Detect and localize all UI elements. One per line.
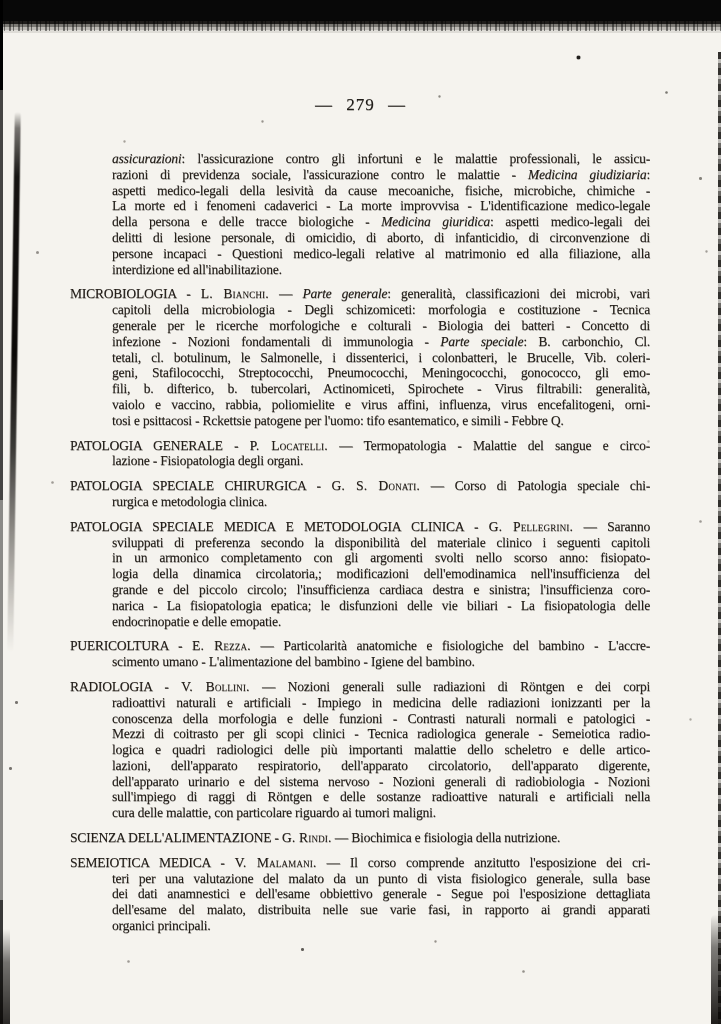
text-line (70, 918, 650, 934)
text-run: PATOLOGIA GENERALE - (70, 437, 250, 453)
course-entry (70, 151, 650, 277)
text-line (70, 519, 650, 535)
text-line (70, 598, 650, 614)
text-line (70, 438, 650, 454)
italic-run: Parte generale (302, 286, 388, 302)
text-run: teri per una valutazione del malato da un punto di vista fisiologico generale, sulla base (112, 870, 650, 886)
text-run: sull'impiego di raggi di Röntgen e delle sostanze radioattive naturali e artificiali nella (112, 789, 650, 805)
text-run: lazione - Fisiopatologia degli organi. (112, 453, 304, 469)
text-line (70, 871, 650, 887)
text-run: : B. carbonchio, Cl. (523, 333, 650, 349)
text-run: tosi e psittacosi - Rckettsie patogene per l'uomo: tifo esantematico, e simili - Febbre Q. (112, 412, 564, 428)
text-line (70, 286, 650, 302)
text-line (70, 638, 650, 654)
text-run: vaiolo e vaccino, rabbia, poliomielite e virus affini, influenza, virus encefalitogeni, orni- (112, 396, 650, 412)
course-entry (70, 438, 650, 470)
text-line (70, 151, 650, 167)
text-line (70, 246, 650, 262)
text-run: endocrinopatie e delle emopatie. (112, 613, 282, 629)
text-run: geni, Stafilococchi, Streptococchi, Pneumococchi, Meningococchi, gonococco, gli emo- (112, 365, 650, 381)
page-number: — 279 — (315, 95, 406, 114)
text-line (70, 789, 650, 805)
text-line (70, 695, 650, 711)
text-line (70, 742, 650, 758)
author-name: P. Locatelli. (249, 437, 328, 453)
author-name: V. Malamani. (234, 854, 317, 870)
text-run: fili, b. difterico, b. tubercolari, Actinomiceti, Spirochete - Virus filtrabili: generalità, (112, 381, 650, 397)
course-entry (70, 855, 650, 934)
text-line (70, 478, 650, 494)
scan-artifact-dust-specks (0, 0, 1, 1)
text-run: — Biochimica e fisiologia della nutrizione. (331, 830, 561, 846)
scan-artifact-binding-streak (7, 112, 21, 652)
text-line (70, 566, 650, 582)
author-name: L. Bianchi. (200, 286, 269, 302)
author-name: G. Rindi. (281, 830, 332, 846)
text-line (70, 855, 650, 871)
text-line (70, 902, 650, 918)
text-line (70, 365, 650, 381)
course-entry (70, 519, 650, 630)
scan-artifact-bottom-right-corner (711, 914, 721, 1024)
text-run: Mezzi di coitrasto per gli scopi clinici - Tecnica radiologica generale - Semeiotica radio- (112, 726, 650, 742)
text-line (70, 830, 650, 846)
text-line (70, 230, 650, 246)
text-run: lazioni, dell'apparato respiratorio, dell'apparato circolatorio, dell'apparato digerente, (112, 757, 650, 773)
course-entry (70, 286, 650, 428)
text-line (70, 805, 650, 821)
text-line (70, 318, 650, 334)
text-run: : (646, 166, 650, 182)
text-run: narica - La fisiopatologia epatica; le disfunzioni delle vie biliari - La fisiopatologia delle (112, 597, 650, 613)
text-run: persone incapaci - Questioni medico-legali relative al matrimonio ed alla filiazione, alla (112, 245, 650, 261)
text-run: SCIENZA DELL'ALIMENTAZIONE - (70, 830, 282, 846)
italic-run: Parte speciale (440, 333, 524, 349)
text-line (70, 302, 650, 318)
text-run: infezione - Nozioni fondamentali di immunologia - (112, 333, 441, 349)
text-line (70, 262, 650, 278)
text-run: PATOLOGIA SPECIALE MEDICA E METODOLOGIA CLINICA - (70, 518, 489, 534)
scan-artifact-bottom-left-corner (0, 929, 10, 1024)
text-run: capitoli della microbiologia - Degli schizomiceti: morfologia e costituzione - Tecnica (112, 302, 650, 318)
text-run: rurgica e metodologia clinica. (112, 493, 267, 509)
text-run: organici principali. (112, 918, 211, 934)
author-name: G. S. Donati. (331, 478, 420, 494)
text-run: dell'esame del malato, distribuita nelle sue varie fasi, in rapporto ai grandi apparati (112, 902, 650, 918)
italic-run: assicurazioni (112, 151, 182, 166)
text-run: grande e del piccolo circolo; l'insufficienza cardiaca destra e sinistra; l'insufficienza coro- (112, 581, 650, 597)
text-line (70, 679, 650, 695)
scan-artifact-top-band-grain (0, 21, 721, 31)
text-line (70, 453, 650, 469)
text-run: tetali, cl. botulinum, le Salmonelle, i dissenterici, i colonbatteri, le Brucelle, Vib. coleri- (112, 349, 650, 365)
text-line (70, 726, 650, 742)
text-run: in un armonico completamento con gli argomenti svolti nello scorso anno: fisiopato- (112, 550, 650, 566)
text-run: scimento umano - L'alimentazione del bambino - Igiene del bambino. (112, 654, 475, 670)
text-line (70, 886, 650, 902)
text-run: — Saranno (573, 518, 650, 534)
page-body (70, 151, 650, 943)
text-line (70, 654, 650, 670)
text-run: dell'apparato urinario e del sistema nervoso - Nozioni generali di radiobiologia - Nozioni (112, 773, 650, 789)
course-entry (70, 638, 650, 670)
text-line (70, 582, 650, 598)
text-run: — Nozioni generali sulle radiazioni di Röntgen e dei corpi (249, 678, 651, 694)
text-run: — Il corso comprende anzitutto l'esposizione dei cri- (316, 854, 650, 870)
text-run: interdizione ed all'inabilitazione. (112, 261, 282, 277)
text-line (70, 198, 650, 214)
text-line (70, 711, 650, 727)
text-run: cura delle malattie, con particolare riguardo ai tumori maligni. (112, 805, 436, 821)
text-run: aspetti medico-legali della lesività da cause mecoaniche, fisiche, microbiche, chimiche - (112, 182, 650, 198)
text-line (70, 535, 650, 551)
text-run: — Termopatologia - Malattie del sangue e circo- (327, 437, 650, 453)
course-entry (70, 679, 650, 821)
text-run: logia della dinamica circolatoria,; modificazioni dell'emodinamica nell'insufficienza del (112, 566, 650, 582)
text-line (70, 413, 650, 429)
course-entry (70, 830, 650, 846)
italic-run: Medicina giuridica (381, 214, 490, 230)
text-run: delitti di lesione personale, di omicidio, di aborto, di infanticidio, di circonvenzione di (112, 229, 650, 245)
text-run: : generalità, classificazioni dei microbi, vari (387, 286, 650, 302)
text-line (70, 381, 650, 397)
text-line (70, 183, 650, 199)
text-run: SEMEIOTICA MEDICA - (70, 854, 235, 870)
text-run: PUERICOLTURA - (70, 638, 193, 654)
text-run: della persona e delle tracce biologiche - (112, 214, 382, 230)
text-run: generale per le ricerche morfologiche e colturali - Biologia dei batteri - Concetto di (112, 317, 650, 333)
text-line (70, 758, 650, 774)
text-run: radioattivi naturali e artificiali - Impiego in medicina delle radiazioni ionizzanti per la (112, 694, 650, 710)
text-run: — Particolarità anatomiche e fisiologiche del bambino - L'accre- (250, 638, 651, 654)
text-run: MICROBIOLOGIA - (70, 286, 201, 302)
text-run: RADIOLOGIA - (70, 678, 182, 694)
text-line (70, 214, 650, 230)
text-run: PATOLOGIA SPECIALE CHIRURGICA - (70, 478, 332, 494)
author-name: G. Pellegrini. (488, 518, 574, 534)
author-name: E. Rezza. (192, 638, 251, 654)
text-run: — Corso di Patologia speciale chi- (419, 478, 650, 494)
text-run: : aspetti medico-legali dei (489, 214, 650, 230)
text-run: : l'assicurazione contro gli infortuni e le malattie professionali, le assicu- (181, 151, 650, 166)
text-run: sviluppati di preferenza secondo la disponibilità del materiale clinico i seguenti capitoli (112, 534, 650, 550)
text-line (70, 550, 650, 566)
text-line (70, 334, 650, 350)
text-run: logica e quadri radiologici delle più importanti malattie dello scheletro e delle artico- (112, 742, 650, 758)
text-line (70, 350, 650, 366)
text-run: conoscenza della morfologia e delle funzioni - Contrasti naturali normali e patologici - (112, 710, 650, 726)
text-line (70, 167, 650, 183)
text-run: La morte ed i fenomeni cadaverici - La morte improvvisa - L'identificazione medico-legale (112, 198, 650, 214)
scan-artifact-top-band (0, 0, 721, 21)
text-line (70, 494, 650, 510)
text-line (70, 397, 650, 413)
text-run: — (268, 286, 303, 302)
author-name: V. Bollini. (181, 678, 250, 694)
italic-run: Medicina giudiziaria (527, 166, 647, 182)
course-entry (70, 478, 650, 510)
text-run: razioni di previdenza sociale, l'assicurazione contro le malattie - (112, 166, 528, 182)
scan-artifact-left-edge (0, 0, 3, 1024)
text-line (70, 774, 650, 790)
text-line (70, 614, 650, 630)
text-run: dei dati anamnestici e dell'esame obbiettivo generale - Segue poi l'esposizione dettagliata (112, 886, 650, 902)
